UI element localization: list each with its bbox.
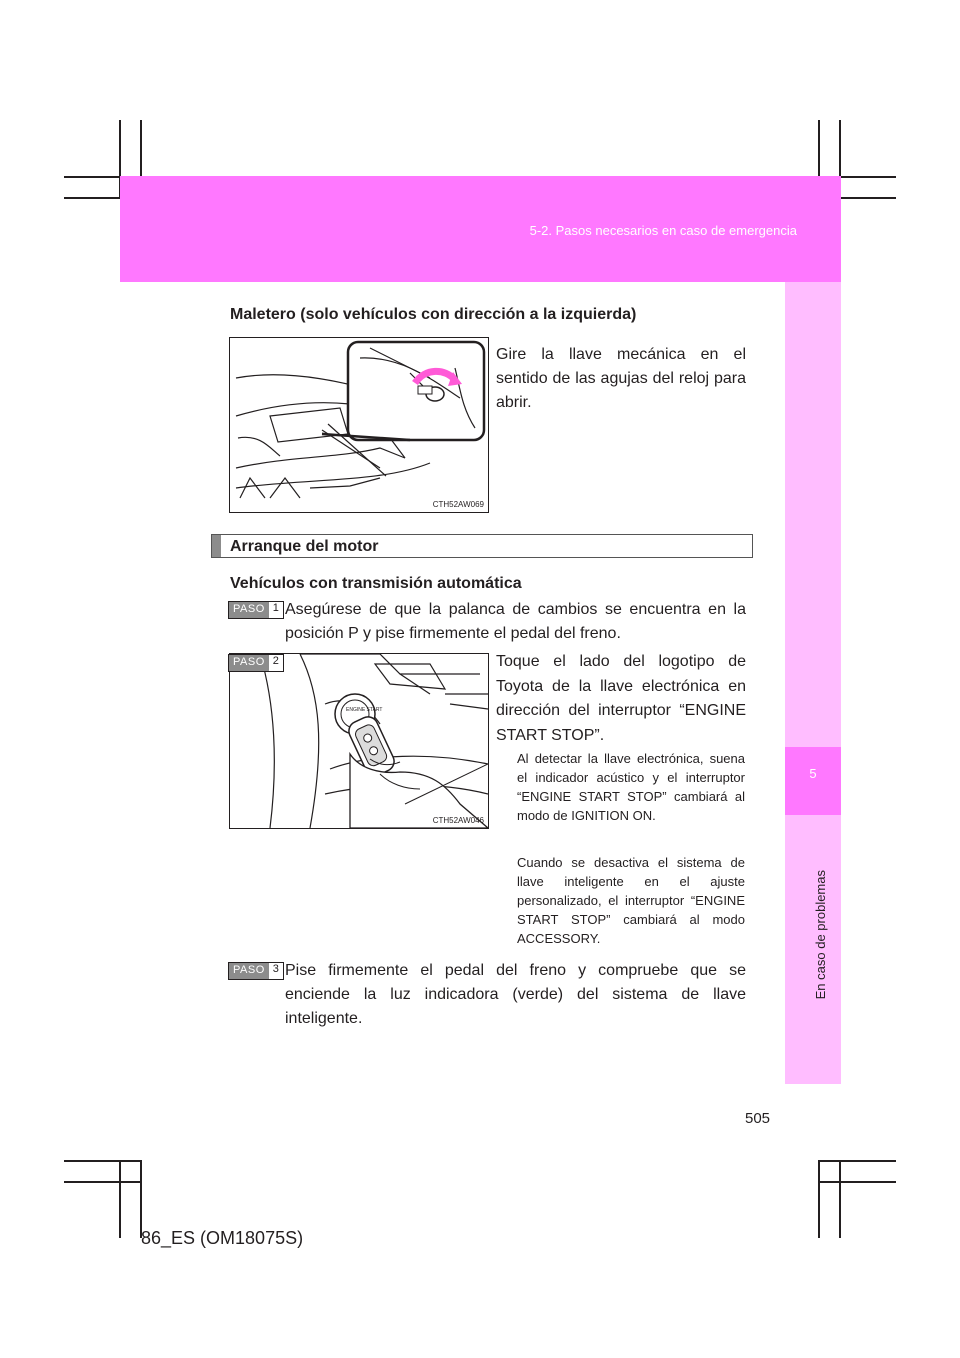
step-badge-1 [228,601,284,619]
section-marker [212,535,221,557]
section-title: Arranque del motor [230,538,379,555]
step-word: PASO [229,602,269,618]
chapter-label: En caso de problemas [813,870,828,1000]
chapter-number: 5 [809,766,817,781]
step-3-text: Pise firmemente el pedal del freno y compruebe que se enciende la luz indicadora (verde) del sistema de llave inteligente. [285,962,746,1027]
trunk-instruction: Gire la llave mecánica en el sentido de las agujas del reloj para abrir. [496,346,746,411]
note-1: Al detectar la llave electrónica, suena el indicador acústico y el interruptor “ENGINE START STOP” cambiará al modo de IGNITION ON. [517,751,745,823]
step-badge-3 [228,962,284,980]
side-tab-active [785,747,841,815]
step-number: 1 [269,602,283,618]
key-fob-illustration [229,653,489,829]
crop-mark [818,1160,820,1238]
crop-mark [64,1160,142,1162]
trunk-key-illustration [229,337,489,513]
step-number: 2 [269,655,283,671]
step-badge-2 [228,654,284,672]
step-1-text: Asegúrese de que la palanca de cambios se encuentra en la posición P y pise firmemente el pedal del freno. [285,601,746,642]
note-2: Cuando se desactiva el sistema de llave inteligente en el ajuste personalizado, el interruptor “ENGINE START STOP” cambiará al modo ACCESSORY. [517,855,745,946]
step-word: PASO [229,655,269,671]
crop-mark [140,1160,142,1238]
step-word: PASO [229,963,269,979]
step-2-text: Toque el lado del logotipo de Toyota de la llave electrónica en dirección del interruptor “ENGINE START STOP”. [496,653,746,744]
subheading: Vehículos con transmisión automática [230,575,522,592]
crop-mark [119,1160,121,1238]
trunk-lock-drawing [230,338,488,512]
section-path: 5-2. Pasos necesarios en caso de emergencia [529,223,797,238]
page-number: 505 [745,1110,771,1127]
section-header-bar [211,534,753,558]
crop-mark [818,1181,896,1183]
step-number: 3 [269,963,283,979]
crop-mark [818,1160,896,1162]
figure-code: CTH52AW046 [432,816,484,825]
document-code: 86_ES (OM18075S) [141,1228,304,1248]
engine-start-drawing [230,654,488,828]
button-label: ENGINE START [346,707,383,713]
crop-mark [839,1160,841,1238]
crop-mark [64,1181,142,1183]
figure-code: CTH52AW069 [432,500,484,509]
trunk-heading: Maletero (solo vehículos con dirección a la izquierda) [230,306,637,323]
